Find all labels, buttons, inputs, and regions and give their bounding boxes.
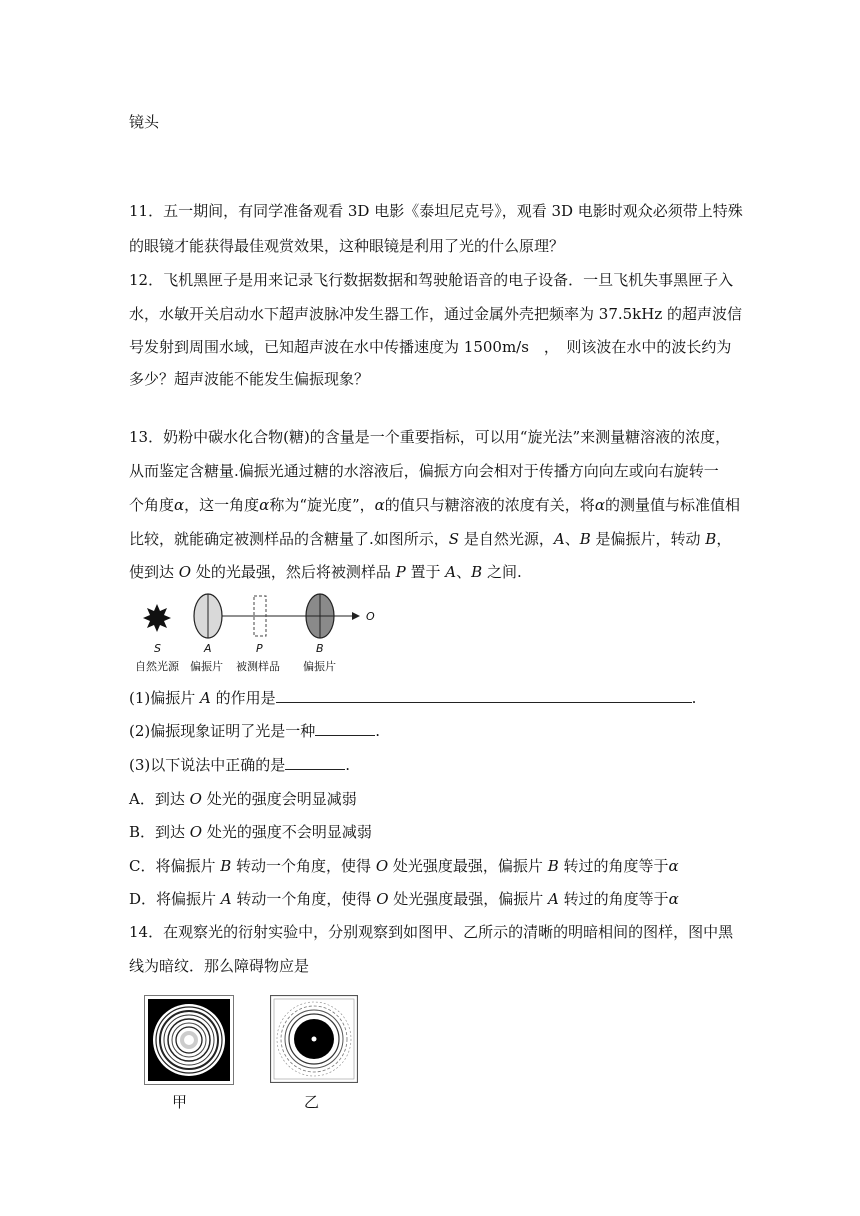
caption-yi: 乙 [304,1093,320,1111]
caption-polarizer-b: 偏振片 [303,660,336,673]
answer-blank-1[interactable] [276,688,692,703]
q13-sub3: (3)以下说法中正确的是 . [129,756,351,774]
beam-arrow-icon [352,612,360,620]
q13-sub2: (2)偏振现象证明了光是一种 . [129,722,381,740]
caption-sample: 被测样品 [236,660,280,673]
label-b: B [316,642,324,655]
label-p: P [256,642,263,655]
diffraction-pattern-jia [144,995,234,1085]
q12-line4: 多少？超声波能不能发生偏振现象？ [129,370,370,388]
q12-line3: 号发射到周围水域，已知超声波在水中传播速度为 1500m/s ， 则该波在水中的波长约为 [129,338,732,356]
q13-option-c: C．将偏振片 B 转动一个角度，使得 O 处光强度最强，偏振片 B 转过的角度等于α [129,857,679,875]
q13-option-b: B．到达 O 处光的强度不会明显减弱 [129,823,372,841]
q13-sub1: (1)偏振片 A 的作用是 . [129,689,697,707]
q14-line2: 线为暗纹．那么障碍物应是 [129,957,310,975]
q12-line1: 12．飞机黑匣子是用来记录飞行数据数据和驾驶舱语音的电子设备．一旦飞机失事黑匣子入 [129,271,734,289]
light-source-star-icon [143,604,171,632]
answer-blank-3[interactable] [285,755,345,770]
q13-line5: 使到达 O 处的光最强，然后将被测样品 P 置于 A、B 之间. [129,563,522,581]
q12-line2: 水，水敏开关启动水下超声波脉冲发生器工作，通过金属外壳把频率为 37.5kHz 的超声波信 [129,305,743,323]
q13-line4: 比较，就能确定被测样品的含糖量了.如图所示，S 是自然光源，A、B 是偏振片，转动 B， [129,530,732,548]
q13-option-a: A．到达 O 处光的强度会明显减弱 [129,790,357,808]
q13-line3: 个角度α，这一角度α称为“旋光度”，α的值只与糖溶液的浓度有关，将α的测量值与标准值相 [129,496,740,514]
q13-line1: 13．奶粉中碳水化合物(糖)的含量是一个重要指标，可以用“旋光法”来测量糖溶液的浓度， [129,428,731,446]
q11-line1: 11．五一期间，有同学准备观看 3D 电影《泰坦尼克号》，观看 3D 电影时观众必须带上特殊 [129,202,743,220]
label-a: A [204,642,212,655]
q13-option-d: D．将偏振片 A 转动一个角度，使得 O 处光强度最强，偏振片 A 转过的角度等于α [129,890,679,908]
caption-polarizer-a: 偏振片 [190,660,223,673]
q11-line2: 的眼镜才能获得最佳观赏效果，这种眼镜是利用了光的什么原理？ [129,237,565,255]
label-s: S [154,642,161,655]
answer-blank-2[interactable] [315,721,375,736]
caption-light-source: 自然光源 [135,660,179,673]
label-o: O [366,610,375,623]
q13-line2: 从而鉴定含糖量.偏振光通过糖的水溶液后，偏振方向会相对于传播方向向左或向右旋转一 [129,462,719,480]
top-fragment: 镜头 [129,113,160,131]
polarizer-figure [130,590,380,676]
caption-jia: 甲 [172,1093,188,1111]
q14-line1: 14．在观察光的衍射实验中，分别观察到如图甲、乙所示的清晰的明暗相间的图样，图中黑 [129,923,734,941]
diffraction-pattern-yi [270,995,358,1083]
